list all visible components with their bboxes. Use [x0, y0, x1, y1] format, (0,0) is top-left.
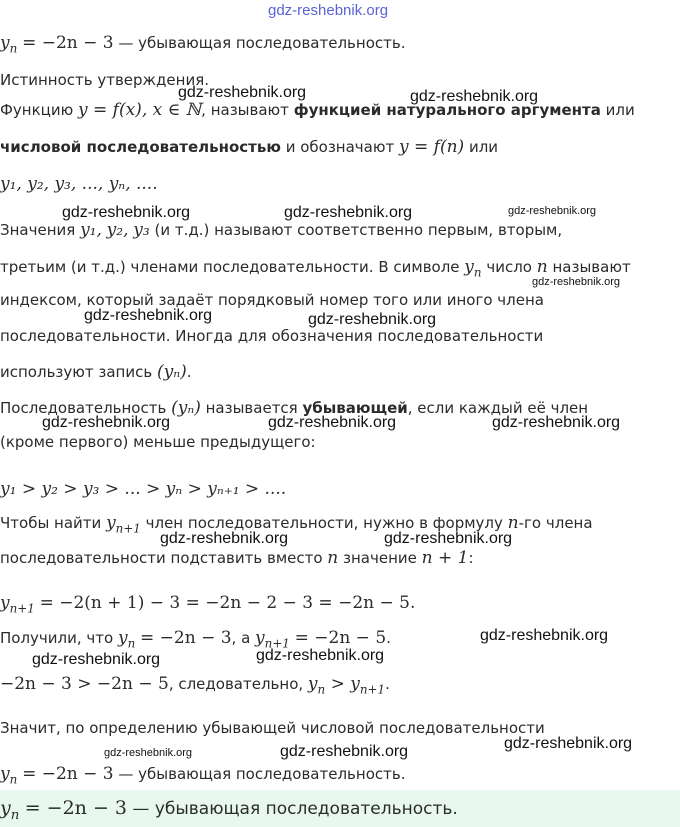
conclusion-line: Значит, по определению убывающей числовой последовательности [0, 719, 545, 737]
watermark: gdz-reshebnik.org [384, 530, 513, 547]
answer-text: — убывающая последовательность. [127, 799, 458, 819]
watermark: gdz-reshebnik.org [532, 276, 621, 288]
math-y: $y_n$ [0, 797, 20, 823]
text-segment: , называют [201, 101, 294, 119]
text-segment: или [600, 101, 635, 119]
watermark: gdz-reshebnik.org [178, 84, 307, 101]
math-third: y₃ [133, 220, 150, 240]
text-segment: Последовательность [0, 399, 172, 417]
text-segment: последовательности подставить вместо [0, 549, 328, 567]
math-fn: y = f(n) [399, 137, 465, 157]
watermark: gdz-reshebnik.org [508, 205, 597, 217]
text-segment: , а [231, 629, 256, 647]
text-segment: , следовательно, [168, 675, 308, 693]
text-segment: . [385, 675, 390, 693]
watermark: gdz-reshebnik.org [62, 204, 191, 221]
seq-line [0, 137, 498, 157]
watermark: gdz-reshebnik.org [492, 414, 621, 431]
math-claim: = −2n − 3 [22, 33, 114, 53]
text-segment: или [464, 138, 499, 156]
seq-list [0, 174, 158, 194]
text-segment: . [386, 629, 391, 647]
values-line [0, 220, 562, 240]
math-n-plus-1: n + 1 [421, 548, 469, 568]
math-yn1: $y_{n+1}$ [106, 513, 141, 536]
term-bold: числовой последовательностью [0, 138, 281, 156]
math-claim: = −2n − 3 [24, 797, 128, 819]
term-bold: убывающей [302, 399, 408, 417]
math-first: y₁, [80, 220, 102, 240]
notation-line: последовательности. Иногда для обозначения последовательности [0, 327, 544, 345]
text-segment: -го члена [518, 514, 593, 532]
watermark: gdz-reshebnik.org [42, 414, 171, 431]
math-yn1: $y_{n+1}$ [255, 628, 290, 651]
index-line: индексом, который задаёт порядковый номер того или иного члена [0, 291, 544, 309]
math-gt: > [325, 674, 351, 694]
math-yn: $y_n$ [307, 674, 326, 697]
math-claim: = −2n − 3 [22, 764, 114, 784]
text-segment: и обозначают [280, 138, 399, 156]
text-segment: число [481, 258, 537, 276]
text-segment: Чтобы найти [0, 514, 107, 532]
text-segment: третьим (и т.д.) членами последовательности. В символе [0, 258, 465, 276]
text-segment: : [468, 549, 474, 567]
text-segment: (и т.д.) называют соответственно первым, вторым, [149, 221, 563, 239]
watermark: gdz-reshebnik.org [480, 627, 609, 644]
text-segment: , если каждый её член [407, 399, 589, 417]
math-list: y₁, y₂, y₃, ..., yₙ, .... [0, 174, 158, 194]
watermark: gdz-reshebnik.org [104, 747, 193, 759]
math-n: n [536, 257, 548, 277]
math-second: y₂, [106, 220, 129, 240]
term-bold: функцией натурального аргумента [293, 101, 601, 119]
text-segment: . [186, 363, 192, 381]
uses-line [0, 362, 192, 382]
answer-box [0, 790, 680, 827]
watermark: gdz-reshebnik.org [280, 743, 409, 760]
watermark: gdz-reshebnik.org [32, 651, 161, 668]
claim-text: — убывающая последовательность. [113, 34, 406, 52]
math-n: n [327, 548, 339, 568]
claim-line [0, 33, 405, 58]
math-claim: = −2n − 3 [140, 628, 232, 648]
math-expand: = −2(n + 1) − 3 = −2n − 2 − 3 = −2n − 5. [39, 593, 416, 613]
watermark: gdz-reshebnik.org [308, 311, 437, 328]
math-compare: −2n − 3 > −2n − 5 [0, 674, 169, 694]
watermark: gdz-reshebnik.org [256, 647, 385, 664]
math-yn: $y_n$ [464, 257, 482, 280]
math-func: y = f(x), x ∈ ℕ [78, 100, 202, 120]
math-y: $y_n$ [0, 33, 18, 56]
text-segment: Получили, что [0, 629, 118, 647]
math-yn1: $y_{n+1}$ [350, 674, 386, 697]
math-y: $y_n$ [0, 764, 18, 787]
subst-line [0, 548, 474, 568]
watermark: gdz-reshebnik.org [160, 530, 289, 547]
math-n: n [507, 513, 519, 533]
truth-heading: Истинность утверждения. [0, 71, 210, 89]
text-segment: называют [547, 258, 631, 276]
watermark: gdz-reshebnik.org [268, 414, 397, 431]
claim-line-2 [0, 764, 405, 789]
watermark: gdz-reshebnik.org [410, 88, 539, 105]
text-segment: член последовательности, нужно в формулу [140, 514, 508, 532]
decr-line-2: (кроме первого) меньше предыдущего: [0, 433, 316, 451]
watermark: gdz-reshebnik.org [84, 307, 213, 324]
expand-line [0, 593, 415, 618]
func-line [0, 100, 635, 120]
text-segment: Значения [0, 221, 81, 239]
math-yn1: $y_{n+1}$ [0, 593, 35, 616]
math-yn-seq: (yₙ) [171, 398, 201, 418]
text-segment: значение [338, 549, 422, 567]
math-chain: y₁ > y₂ > y₃ > ... > yₙ > yₙ₊₁ > .... [0, 479, 287, 499]
text-segment: называется [200, 399, 303, 417]
math-yn: $y_n$ [117, 628, 136, 651]
compare-line [0, 674, 390, 699]
answer-line [0, 798, 458, 826]
chain-line [0, 479, 286, 499]
text-segment: Функцию [0, 101, 79, 119]
text-segment: используют запись [0, 363, 157, 381]
watermark: gdz-reshebnik.org [284, 204, 413, 221]
watermark: gdz-reshebnik.org [268, 2, 389, 19]
watermark: gdz-reshebnik.org [504, 735, 633, 752]
math-eq-minus5: = −2n − 5 [294, 628, 387, 648]
claim-text: — убывающая последовательность. [113, 765, 406, 783]
math-yn-seq: (yₙ) [156, 362, 187, 382]
